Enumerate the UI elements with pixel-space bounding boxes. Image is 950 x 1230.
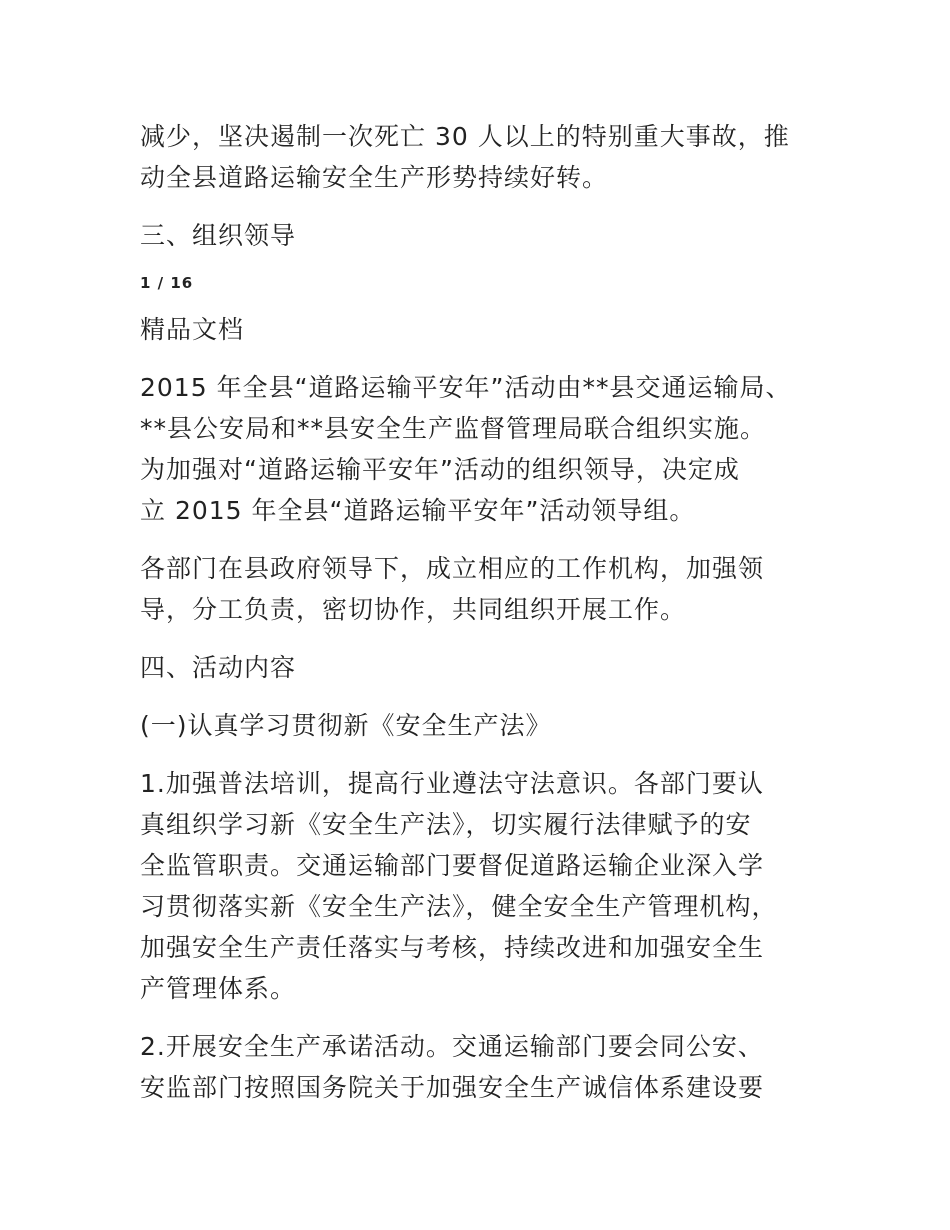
- text-line: 2.开展安全生产承诺活动。交通运输部门要会同公安、: [140, 1032, 764, 1061]
- document-body: [140, 116, 830, 1125]
- page-number: 1 / 16: [140, 274, 194, 292]
- text-line: 减少，坚决遏制一次死亡 30 人以上的特别重大事故，推: [140, 122, 790, 151]
- section-heading-four-block: [140, 647, 830, 688]
- text-line: 产管理体系。: [140, 974, 297, 1003]
- text-line: 1.加强普法培训，提高行业遵法守法意识。各部门要认: [140, 769, 764, 798]
- text-line: 习贯彻落实新《安全生产法》，健全安全生产管理机构，: [140, 892, 778, 921]
- watermark-title-block: [140, 309, 830, 350]
- text-line: 为加强对“道路运输平安年”活动的组织领导，决定成: [140, 455, 740, 484]
- subheading-one: (一)认真学习贯彻新《安全生产法》: [140, 711, 552, 740]
- intro-paragraph: [140, 116, 830, 198]
- item-one-paragraph: [140, 763, 830, 1009]
- text-line: 立 2015 年全县“道路运输平安年”活动领导组。: [140, 496, 696, 525]
- text-line: 全监管职责。交通运输部门要督促道路运输企业深入学: [140, 851, 765, 880]
- text-line: 加强安全生产责任落实与考核，持续改进和加强安全生: [140, 933, 765, 962]
- watermark-title: 精品文档: [140, 315, 245, 344]
- text-line: 各部门在县政府领导下，成立相应的工作机构，加强领: [140, 554, 765, 583]
- section-heading-three: 三、组织领导: [140, 221, 297, 250]
- text-line: 动全县道路运输安全生产形势持续好转。: [140, 163, 609, 192]
- section-heading-three-block: [140, 215, 830, 256]
- item-two-paragraph: [140, 1026, 830, 1108]
- text-line: 2015 年全县“道路运输平安年”活动由**县交通运输局、: [140, 373, 792, 402]
- text-line: 安监部门按照国务院关于加强安全生产诚信体系建设要: [140, 1073, 765, 1102]
- section-heading-four: 四、活动内容: [140, 653, 297, 682]
- text-line: **县公安局和**县安全生产监督管理局联合组织实施。: [140, 414, 767, 443]
- departments-paragraph: [140, 548, 830, 630]
- subheading-one-block: [140, 705, 830, 746]
- organization-paragraph: [140, 367, 830, 531]
- text-line: 导，分工负责，密切协作，共同组织开展工作。: [140, 595, 687, 624]
- text-line: 真组织学习新《安全生产法》，切实履行法律赋予的安: [140, 810, 752, 839]
